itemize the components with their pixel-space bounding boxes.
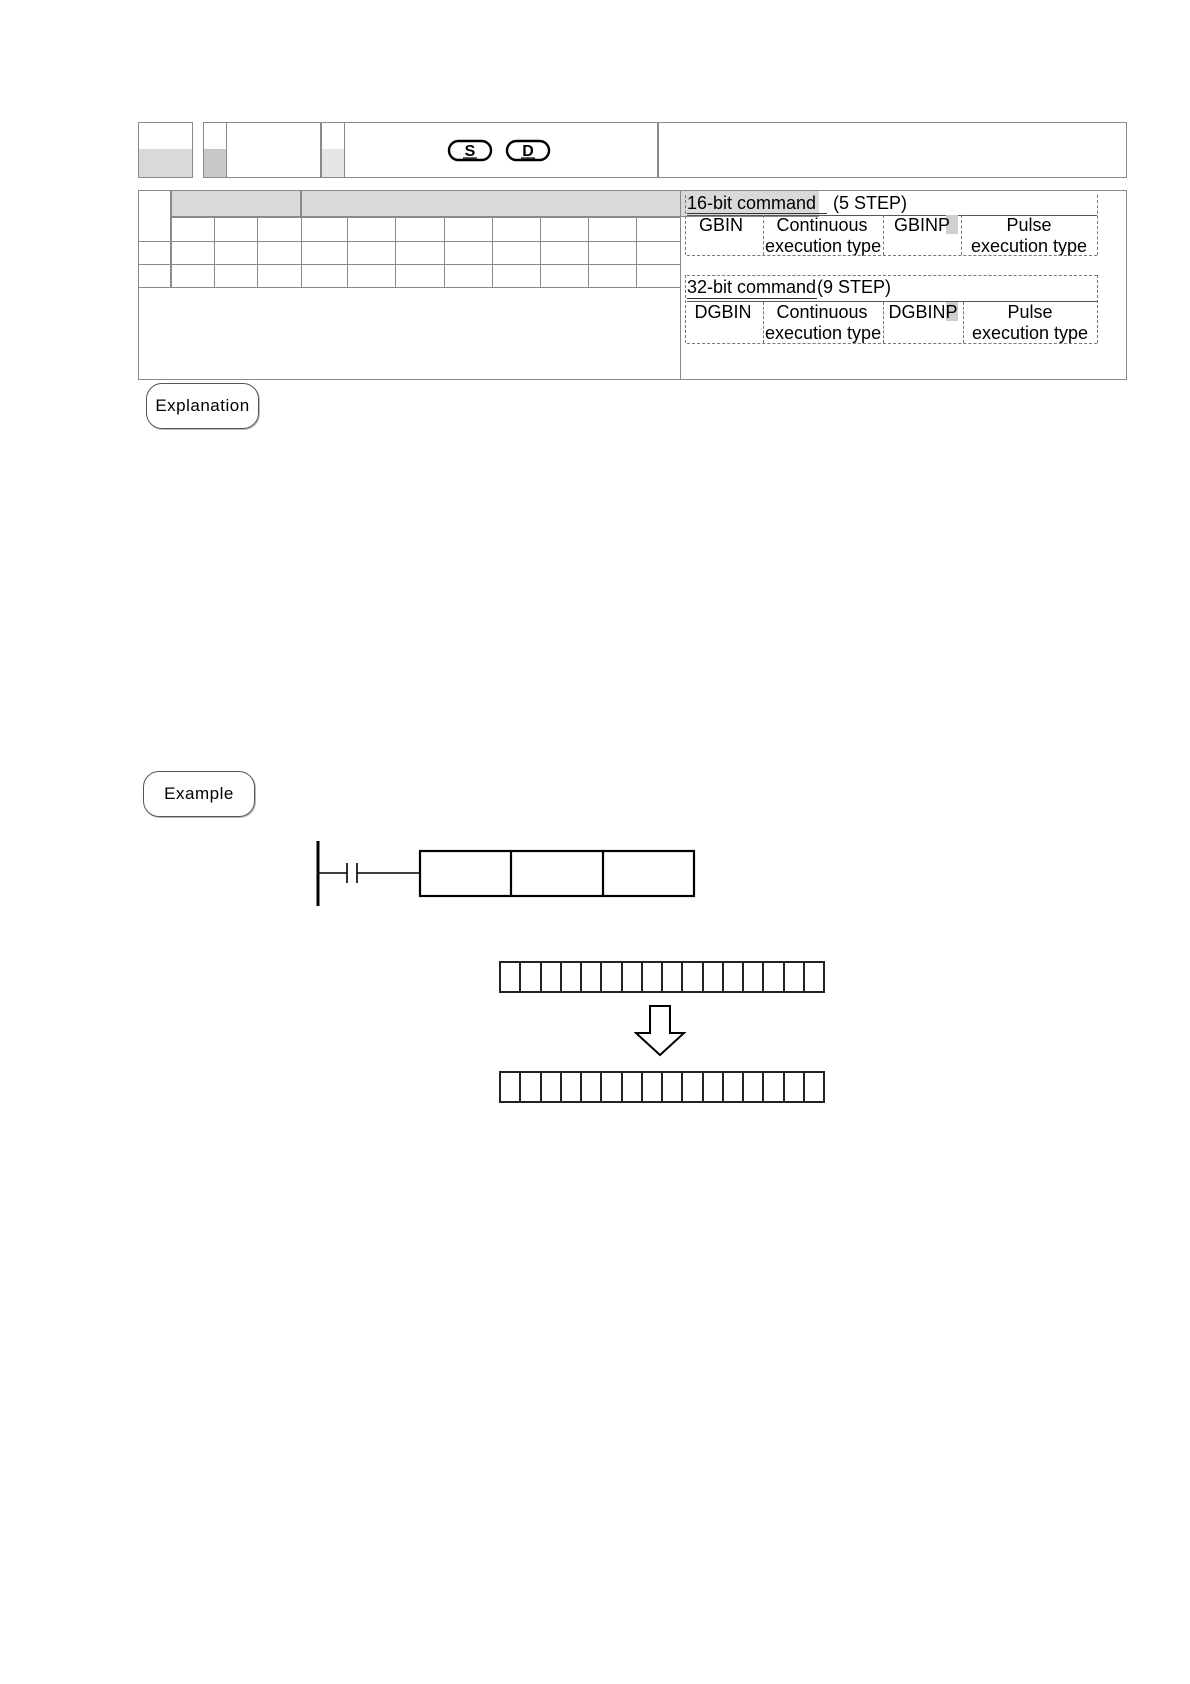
instruction-name-box: [203, 122, 321, 178]
bit-cell: [683, 963, 703, 991]
bit-cell: [623, 1073, 643, 1101]
bit-cell: [764, 1073, 784, 1101]
command-16bit-pulse-label-2: execution type: [970, 236, 1088, 256]
command-16bit-title: 16-bit command: [687, 193, 817, 213]
bit-cell: [582, 1073, 602, 1101]
device-grid-row-line: [139, 264, 680, 265]
bit-cell: [663, 1073, 683, 1101]
bit-cell: [521, 1073, 541, 1101]
bit-cell: [683, 1073, 703, 1101]
command-32bit-block: [683, 275, 1103, 345]
bit-cell: [602, 1073, 622, 1101]
command-16bit-block: [683, 191, 1103, 257]
command-16bit-continuous-label-1: Continuous: [776, 215, 868, 235]
bit-cell: [744, 1073, 764, 1101]
bit-cell: [744, 963, 764, 991]
command-16bit-continuous-label-2: execution type: [765, 236, 882, 256]
operand-s-label: S: [464, 143, 476, 160]
device-grid-col-line: [492, 217, 493, 287]
command-32bit-continuous-label-2: execution type: [765, 323, 882, 343]
device-grid-col-line: [171, 191, 172, 287]
command-32bit-steps: (9 STEP): [817, 277, 892, 297]
controllers-box: [658, 122, 1127, 178]
ladder-diagram: [300, 838, 710, 910]
command-32bit-pulse-label-2: execution type: [971, 323, 1089, 343]
device-grid-row-line: [171, 217, 680, 218]
instruction-block: [420, 851, 694, 896]
conversion-arrow-icon: [634, 1004, 688, 1058]
device-grid-col-line: [636, 217, 637, 287]
bit-cell: [501, 1073, 521, 1101]
bit-cell: [623, 963, 643, 991]
device-grid-col-line: [395, 217, 396, 287]
operand-symbols: [447, 139, 557, 163]
instruction-prefix-shade: [204, 149, 226, 177]
bit-cell: [562, 1073, 582, 1101]
instruction-name-divider: [226, 123, 227, 177]
explanation-badge: Explanation: [146, 383, 259, 429]
bit-cell: [643, 1073, 663, 1101]
command-32bit-continuous-mnemonic: DGBIN: [694, 302, 752, 322]
bit-cell: [562, 963, 582, 991]
bit-cell: [542, 1073, 562, 1101]
bit-cell: [764, 963, 784, 991]
bit-cell: [704, 1073, 724, 1101]
device-grid-col-line: [347, 217, 348, 287]
bit-cell: [521, 963, 541, 991]
bit-cell: [805, 963, 823, 991]
bit-cell: [724, 963, 744, 991]
bit-cell: [501, 963, 521, 991]
command-16bit-pulse-label-1: Pulse: [1006, 215, 1052, 235]
bit-cell: [582, 963, 602, 991]
operand-d-label: D: [522, 143, 534, 160]
command-32bit-pulse-label-1: Pulse: [1007, 302, 1053, 322]
device-grid-col-line: [257, 217, 258, 287]
command-32bit-title: 32-bit command: [687, 277, 817, 297]
command-16bit-steps: (5 STEP): [833, 193, 908, 213]
command-panel-divider: [680, 191, 681, 379]
command-32bit-pulse-mnemonic: DGBINP: [888, 302, 958, 322]
command-32bit-continuous-label-1: Continuous: [776, 302, 868, 322]
bit-cell: [704, 963, 724, 991]
device-table: [138, 190, 1127, 380]
source-bit-row: [499, 961, 825, 993]
device-grid-col-line: [301, 191, 302, 287]
operand-suffix-shade: [322, 149, 344, 177]
device-grid-row-line: [139, 287, 680, 288]
api-number-box: [138, 122, 193, 178]
device-grid-col-line: [588, 217, 589, 287]
operand-box: [321, 122, 658, 178]
device-grid-row-line: [139, 241, 680, 242]
bit-cell: [643, 963, 663, 991]
destination-bit-row: [499, 1071, 825, 1103]
example-badge: Example: [143, 771, 255, 817]
bit-cell: [602, 963, 622, 991]
bit-cell: [785, 1073, 805, 1101]
device-grid-col-line: [214, 217, 215, 287]
operand-divider: [344, 123, 345, 177]
bit-cell: [724, 1073, 744, 1101]
command-16bit-pulse-mnemonic: GBINP: [893, 215, 950, 235]
device-grid-col-line: [444, 217, 445, 287]
device-grid-col-line: [540, 217, 541, 287]
bit-cell: [805, 1073, 823, 1101]
bit-cell: [542, 963, 562, 991]
bit-cell: [663, 963, 683, 991]
command-16bit-continuous-mnemonic: GBIN: [698, 215, 743, 235]
api-number-shade: [139, 149, 192, 177]
bit-cell: [785, 963, 805, 991]
